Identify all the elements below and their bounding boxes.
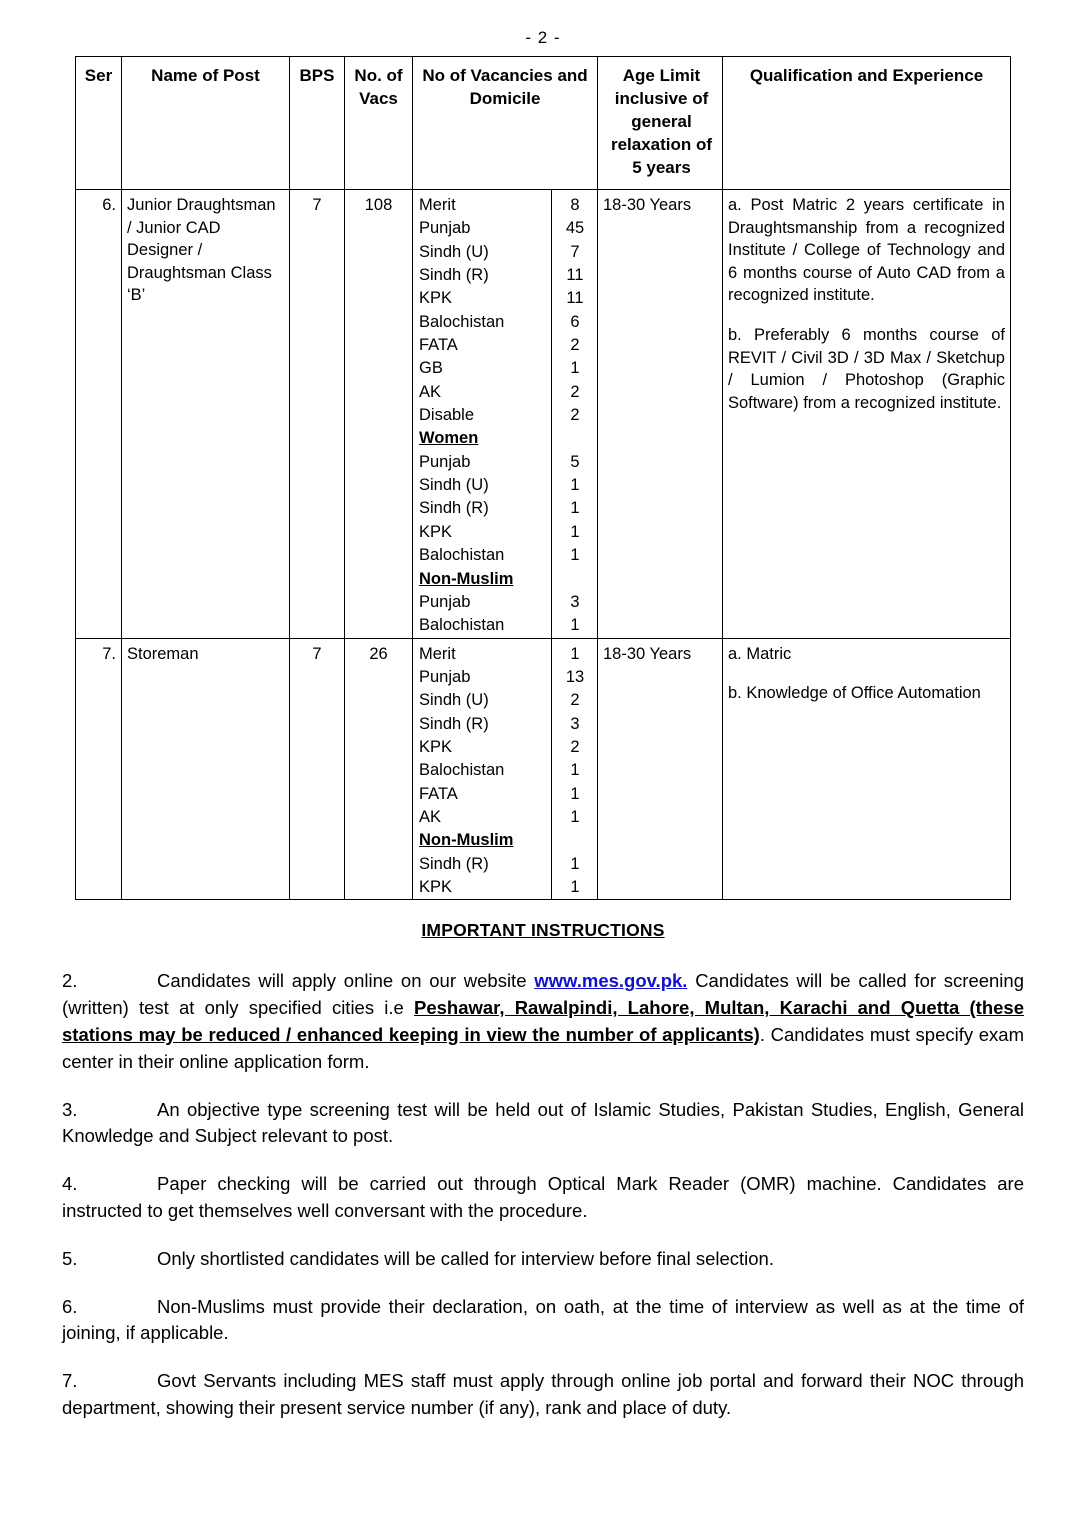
domicile-row xyxy=(413,264,598,287)
column-header-no-of-vacs: No. of Vacs xyxy=(345,57,413,190)
domicile-group-heading xyxy=(413,427,552,450)
domicile-group-heading-text: Women xyxy=(419,429,479,448)
domicile-count: 1 xyxy=(552,853,599,876)
domicile-breakdown-table xyxy=(413,190,598,638)
domicile-label: KPK xyxy=(419,522,453,541)
domicile-label: Disable xyxy=(419,406,475,425)
domicile-label: FATA xyxy=(419,784,458,803)
domicile-count: 3 xyxy=(552,591,599,614)
cell-vacancies-domicile xyxy=(413,190,598,639)
domicile-row xyxy=(413,853,598,876)
instructions-heading: IMPORTANT INSTRUCTIONS xyxy=(421,920,665,941)
column-header-qualification: Qualification and Experience xyxy=(723,57,1011,190)
domicile-label: Punjab xyxy=(419,452,471,471)
domicile-count: 6 xyxy=(552,311,599,334)
instruction-number: 5. xyxy=(62,1247,78,1269)
qualification-paragraph: a. Matric xyxy=(728,644,792,663)
domicile-count: 2 xyxy=(552,736,599,759)
table-row xyxy=(76,190,1011,639)
domicile-label: Balochistan xyxy=(419,761,505,780)
domicile-group-heading-text: Non-Muslim xyxy=(419,569,514,588)
instruction-paragraph xyxy=(62,1150,1024,1225)
instruction-paragraph xyxy=(62,1076,1024,1151)
domicile-row xyxy=(413,689,598,712)
domicile-count: 1 xyxy=(552,497,599,520)
domicile-breakdown-table xyxy=(413,639,598,900)
domicile-group-heading-text: Non-Muslim xyxy=(419,831,514,850)
domicile-label: Sindh (R) xyxy=(419,854,489,873)
column-header-age-limit: Age Limit inclusive of general relaxation of 5 years xyxy=(598,57,723,190)
domicile-group-heading xyxy=(413,568,552,591)
instruction-text: Paper checking will be carried out through Optical Mark Reader (OMR) machine. Candidates are instructed to get themselves well conversant with the procedure. xyxy=(62,1173,1024,1221)
cell-age-limit: 18-30 Years xyxy=(598,638,723,900)
domicile-row xyxy=(413,474,598,497)
domicile-count: 2 xyxy=(552,334,599,357)
domicile-count xyxy=(552,829,599,852)
vacancy-table xyxy=(75,56,1011,900)
domicile-row xyxy=(413,759,598,782)
cell-no-of-vacs: 26 xyxy=(345,638,413,900)
domicile-label: GB xyxy=(419,359,443,378)
qualification-paragraph: b. Knowledge of Office Automation xyxy=(728,684,981,703)
domicile-count xyxy=(552,568,599,591)
domicile-label: Balochistan xyxy=(419,312,505,331)
domicile-count: 11 xyxy=(552,287,599,310)
domicile-row xyxy=(413,190,598,217)
domicile-row xyxy=(413,783,598,806)
domicile-row xyxy=(413,241,598,264)
domicile-row xyxy=(413,713,598,736)
table-header-row xyxy=(76,57,1011,190)
domicile-label: AK xyxy=(419,382,442,401)
qualification-paragraph: b. Preferably 6 months course of REVIT / Civil 3D / 3D Max / Sketchup / Lumion / Photoshop (Graphic Software) from a recognized institute. xyxy=(728,325,1005,412)
domicile-count: 13 xyxy=(552,666,599,689)
domicile-count: 1 xyxy=(552,806,599,829)
domicile-count: 3 xyxy=(552,713,599,736)
domicile-label: Sindh (R) xyxy=(419,266,489,285)
domicile-label: Merit xyxy=(419,644,456,663)
domicile-row xyxy=(413,568,598,591)
domicile-count: 5 xyxy=(552,451,599,474)
domicile-count: 2 xyxy=(552,404,599,427)
instruction-number: 6. xyxy=(62,1295,78,1317)
domicile-row xyxy=(413,287,598,310)
instruction-text: An objective type screening test will be held out of Islamic Studies, Pakistan Studies, English, General Knowledge and Subject relevant to post. xyxy=(62,1098,1024,1147)
domicile-row xyxy=(413,311,598,334)
column-header-name-of-post: Name of Post xyxy=(122,57,290,190)
domicile-label: Sindh (U) xyxy=(419,242,489,261)
domicile-label: AK xyxy=(419,807,442,826)
cell-name-of-post: Storeman xyxy=(122,638,290,900)
domicile-count: 8 xyxy=(552,190,599,217)
domicile-count: 1 xyxy=(552,474,599,497)
domicile-count xyxy=(552,427,599,450)
instruction-text: Non-Muslims must provide their declaration, on oath, at the time of interview as well as at the time of joining, if applicable. xyxy=(62,1295,1024,1344)
domicile-label: Punjab xyxy=(419,667,471,686)
website-link[interactable]: www.mes.gov.pk. xyxy=(534,970,688,992)
instruction-number: 2. xyxy=(62,970,78,992)
cell-ser: 7. xyxy=(76,638,122,900)
domicile-row xyxy=(413,639,598,666)
domicile-count: 1 xyxy=(552,783,599,806)
domicile-label: FATA xyxy=(419,336,458,355)
domicile-row xyxy=(413,334,598,357)
domicile-row xyxy=(413,497,598,520)
domicile-label: Sindh (U) xyxy=(419,476,489,495)
cell-ser: 6. xyxy=(76,190,122,639)
domicile-row xyxy=(413,806,598,829)
cell-qualification xyxy=(723,638,1011,900)
table-body xyxy=(76,190,1011,900)
domicile-row xyxy=(413,666,598,689)
domicile-count: 1 xyxy=(552,521,599,544)
domicile-row xyxy=(413,614,598,637)
cell-vacancies-domicile xyxy=(413,638,598,900)
domicile-label: Sindh (R) xyxy=(419,499,489,518)
vacancy-table-container xyxy=(75,56,1011,900)
table-row xyxy=(76,638,1011,900)
instruction-paragraph xyxy=(62,1347,1024,1422)
column-header-ser: Ser xyxy=(76,57,122,190)
domicile-count: 1 xyxy=(552,614,599,637)
cell-bps: 7 xyxy=(290,190,345,639)
instruction-number: 7. xyxy=(62,1370,78,1392)
domicile-label: Balochistan xyxy=(419,546,505,565)
domicile-row xyxy=(413,521,598,544)
domicile-count: 1 xyxy=(552,639,599,666)
cell-no-of-vacs: 108 xyxy=(345,190,413,639)
domicile-count: 2 xyxy=(552,381,599,404)
domicile-row xyxy=(413,381,598,404)
table-header xyxy=(76,57,1011,190)
domicile-label: KPK xyxy=(419,289,453,308)
domicile-label: Sindh (U) xyxy=(419,691,489,710)
instruction-text: Govt Servants including MES staff must apply through online job portal and forward their NOC through department, showing their present service number (if any), rank and place of duty. xyxy=(62,1370,1024,1419)
domicile-row xyxy=(413,829,598,852)
domicile-row xyxy=(413,357,598,380)
domicile-row xyxy=(413,544,598,567)
page-number: - 2 - xyxy=(525,28,561,47)
domicile-count: 45 xyxy=(552,217,599,240)
domicile-row xyxy=(413,451,598,474)
cell-bps: 7 xyxy=(290,638,345,900)
domicile-count: 11 xyxy=(552,264,599,287)
domicile-count: 1 xyxy=(552,876,599,899)
instruction-text: . Candidates must specify exam center in their online application form. xyxy=(62,1023,1024,1072)
domicile-label: KPK xyxy=(419,737,453,756)
domicile-group-heading xyxy=(413,829,552,852)
domicile-label: Merit xyxy=(419,196,456,214)
domicile-row xyxy=(413,591,598,614)
domicile-count: 2 xyxy=(552,689,599,712)
cell-age-limit: 18-30 Years xyxy=(598,190,723,639)
cell-qualification xyxy=(723,190,1011,639)
domicile-row xyxy=(413,217,598,240)
emphasized-text: Peshawar, Rawalpindi, Lahore, Multan, Karachi and Quetta (these stations may be reduced / enhanced keeping in view the number of applicants) xyxy=(62,997,1024,1045)
domicile-count: 1 xyxy=(552,759,599,782)
domicile-row xyxy=(413,736,598,759)
column-header-bps: BPS xyxy=(290,57,345,190)
instruction-text: Candidates will be called for screening (written) test at only specified cities i.e xyxy=(62,970,1024,1019)
column-header-vacancies-domicile: No of Vacancies and Domicile xyxy=(413,57,598,190)
instruction-paragraph xyxy=(62,1225,1024,1273)
domicile-label: Balochistan xyxy=(419,616,505,635)
qualification-paragraph: a. Post Matric 2 years certificate in Draughtsmanship from a recognized Institute / College of Technology and 6 months course of Auto CAD from a recognized institute. xyxy=(728,196,1005,305)
instruction-number: 3. xyxy=(62,1098,78,1120)
domicile-row xyxy=(413,876,598,899)
instruction-number: 4. xyxy=(62,1173,78,1195)
domicile-count: 7 xyxy=(552,241,599,264)
instruction-paragraph xyxy=(62,947,1024,1075)
domicile-label: Punjab xyxy=(419,219,471,238)
domicile-label: Punjab xyxy=(419,592,471,611)
domicile-label: KPK xyxy=(419,877,453,896)
domicile-label: Sindh (R) xyxy=(419,714,489,733)
cell-name-of-post: Junior Draughtsman / Junior CAD Designer / Draughtsman Class ‘B’ xyxy=(122,190,290,639)
instruction-text: Candidates will apply online on our website xyxy=(157,970,535,992)
instructions-body xyxy=(62,941,1024,1422)
instruction-paragraph xyxy=(62,1273,1024,1348)
domicile-row xyxy=(413,427,598,450)
domicile-row xyxy=(413,404,598,427)
domicile-count: 1 xyxy=(552,544,599,567)
instruction-text: Only shortlisted candidates will be called for interview before final selection. xyxy=(157,1247,774,1269)
domicile-count: 1 xyxy=(552,357,599,380)
